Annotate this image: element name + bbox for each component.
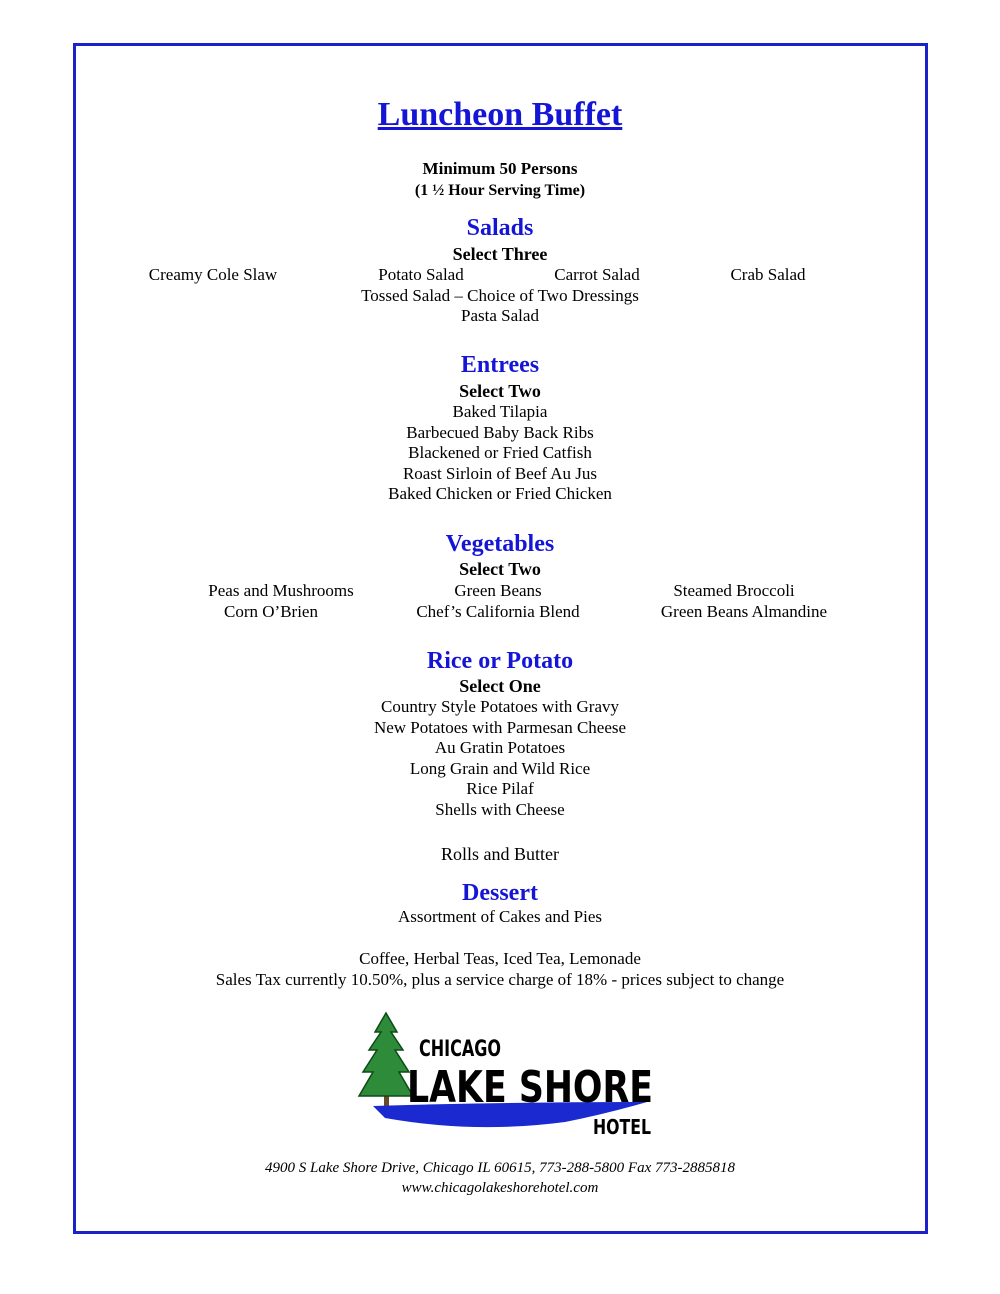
footer-address: 4900 S Lake Shore Drive, Chicago IL 60615, 773-288-5800 Fax 773-2885818 — [265, 1160, 735, 1176]
rice-potato-option: Rice Pilaf — [466, 779, 534, 798]
serving-time: (1 ½ Hour Serving Time) — [414, 182, 586, 199]
salad-option: Pasta Salad — [461, 306, 539, 325]
salad-option: Potato Salad — [378, 265, 464, 284]
rice-potato-option: New Potatoes with Parmesan Cheese — [373, 718, 627, 737]
entree-option: Blackened or Fried Catfish — [408, 443, 592, 462]
entree-option: Barbecued Baby Back Ribs — [406, 423, 594, 442]
vegetable-option: Corn O’Brien — [224, 602, 318, 621]
salad-option: Creamy Cole Slaw — [148, 265, 278, 284]
logo-chicago: CHICAGO — [419, 1037, 501, 1062]
salad-option: Tossed Salad – Choice of Two Dressings — [361, 286, 639, 305]
vegetable-option: Green Beans — [454, 581, 542, 600]
rice-potato-select: Select One — [459, 676, 541, 696]
vegetables-select: Select Two — [459, 559, 541, 579]
beverages: Coffee, Herbal Teas, Iced Tea, Lemonade — [359, 949, 641, 968]
dessert-option: Assortment of Cakes and Pies — [398, 907, 602, 926]
footer-website[interactable]: www.chicagolakeshorehotel.com — [401, 1180, 599, 1196]
page-title: Luncheon Buffet — [377, 96, 623, 133]
tax-note: Sales Tax currently 10.50%, plus a service charge of 18% - prices subject to change — [215, 970, 785, 989]
rolls-and-butter: Rolls and Butter — [441, 844, 559, 864]
rice-potato-option: Shells with Cheese — [435, 800, 565, 819]
salad-option: Carrot Salad — [554, 265, 640, 284]
minimum-persons: Minimum 50 Persons — [422, 159, 578, 178]
logo-lake-shore: LAKE SHORE — [407, 1062, 653, 1113]
salad-option: Crab Salad — [730, 265, 806, 284]
rice-potato-option: Long Grain and Wild Rice — [409, 759, 591, 778]
tree-icon — [359, 1013, 413, 1110]
dessert-heading: Dessert — [462, 880, 538, 906]
entree-option: Baked Tilapia — [452, 402, 548, 421]
vegetable-option: Green Beans Almandine — [660, 602, 828, 621]
rice-potato-heading: Rice or Potato — [426, 648, 574, 674]
logo-hotel: HOTEL — [593, 1115, 651, 1139]
entree-option: Roast Sirloin of Beef Au Jus — [402, 464, 598, 483]
entrees-select: Select Two — [459, 381, 541, 401]
vegetable-option: Steamed Broccoli — [673, 581, 795, 600]
salads-heading: Salads — [466, 215, 534, 241]
entree-option: Baked Chicken or Fried Chicken — [388, 484, 612, 503]
vegetable-option: Peas and Mushrooms — [208, 581, 354, 600]
rice-potato-option: Country Style Potatoes with Gravy — [381, 697, 619, 716]
rice-potato-option: Au Gratin Potatoes — [434, 738, 566, 757]
hotel-logo — [355, 1010, 655, 1140]
vegetable-option: Chef’s California Blend — [416, 602, 580, 621]
salads-select: Select Three — [452, 244, 548, 264]
entrees-heading: Entrees — [460, 352, 540, 378]
vegetables-heading: Vegetables — [445, 531, 555, 557]
